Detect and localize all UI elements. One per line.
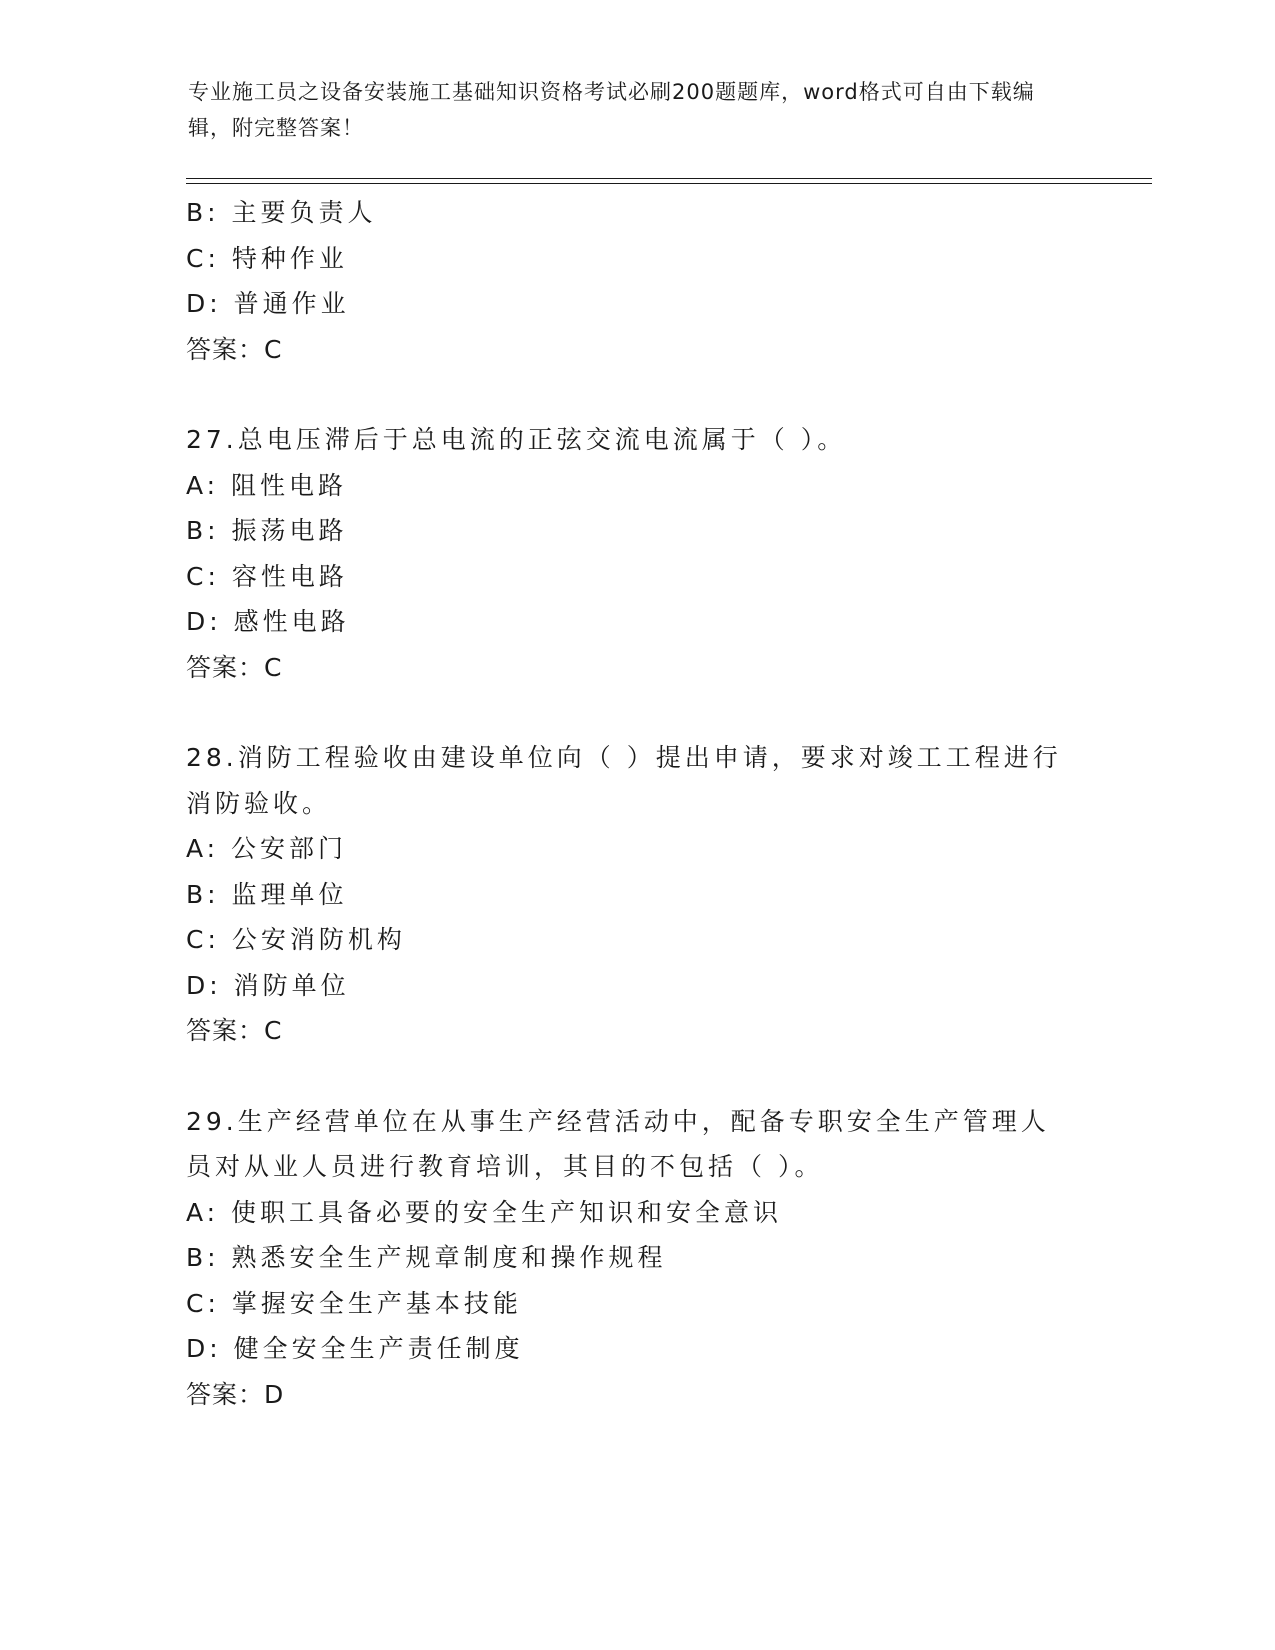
option-d: D: 普通作业 bbox=[186, 289, 350, 318]
question-list bbox=[186, 190, 1086, 1417]
option-d: D: 消防单位 bbox=[186, 970, 350, 1000]
option-a: A: 阻性电路 bbox=[186, 470, 348, 500]
question-block bbox=[186, 417, 1086, 690]
question-block bbox=[186, 190, 1086, 372]
option-a: A: 公安部门 bbox=[186, 834, 348, 863]
answer: 答案：C bbox=[186, 334, 283, 364]
answer: 答案：C bbox=[186, 652, 283, 682]
option-a: A: 使职工具备必要的安全生产知识和安全意识 bbox=[186, 1197, 783, 1227]
header-rule-bottom bbox=[186, 183, 1152, 184]
option-d: D: 健全安全生产责任制度 bbox=[186, 1334, 524, 1363]
answer: 答案：D bbox=[186, 1379, 285, 1409]
document-header: 专业施工员之设备安装施工基础知识资格考试必刷200题题库，word格式可自由下载编辑，附完整答案！ bbox=[188, 80, 1035, 140]
option-c: C: 掌握安全生产基本技能 bbox=[186, 1288, 522, 1318]
option-c: C: 容性电路 bbox=[186, 561, 348, 591]
option-b: B: 监理单位 bbox=[186, 879, 348, 909]
option-b: B: 主要负责人 bbox=[186, 198, 377, 227]
answer: 答案：C bbox=[186, 1016, 283, 1045]
option-d: D: 感性电路 bbox=[186, 607, 350, 636]
option-b: B: 振荡电路 bbox=[186, 516, 348, 545]
option-b: B: 熟悉安全生产规章制度和操作规程 bbox=[186, 1243, 667, 1272]
question-block bbox=[186, 1099, 1086, 1418]
option-c: C: 特种作业 bbox=[186, 243, 348, 273]
option-c: C: 公安消防机构 bbox=[186, 925, 406, 954]
header-rule-top bbox=[186, 178, 1152, 179]
question-stem: 27.总电压滞后于总电流的正弦交流电流属于（ ）。 bbox=[186, 425, 847, 454]
question-block bbox=[186, 735, 1086, 1054]
question-stem: 29.生产经营单位在从事生产经营活动中，配备专职安全生产管理人员对从业人员进行教育培训，其目的不包括（ ）。 bbox=[186, 1106, 1050, 1181]
question-stem: 28.消防工程验收由建设单位向（ ）提出申请，要求对竣工工程进行消防验收。 bbox=[186, 743, 1062, 818]
